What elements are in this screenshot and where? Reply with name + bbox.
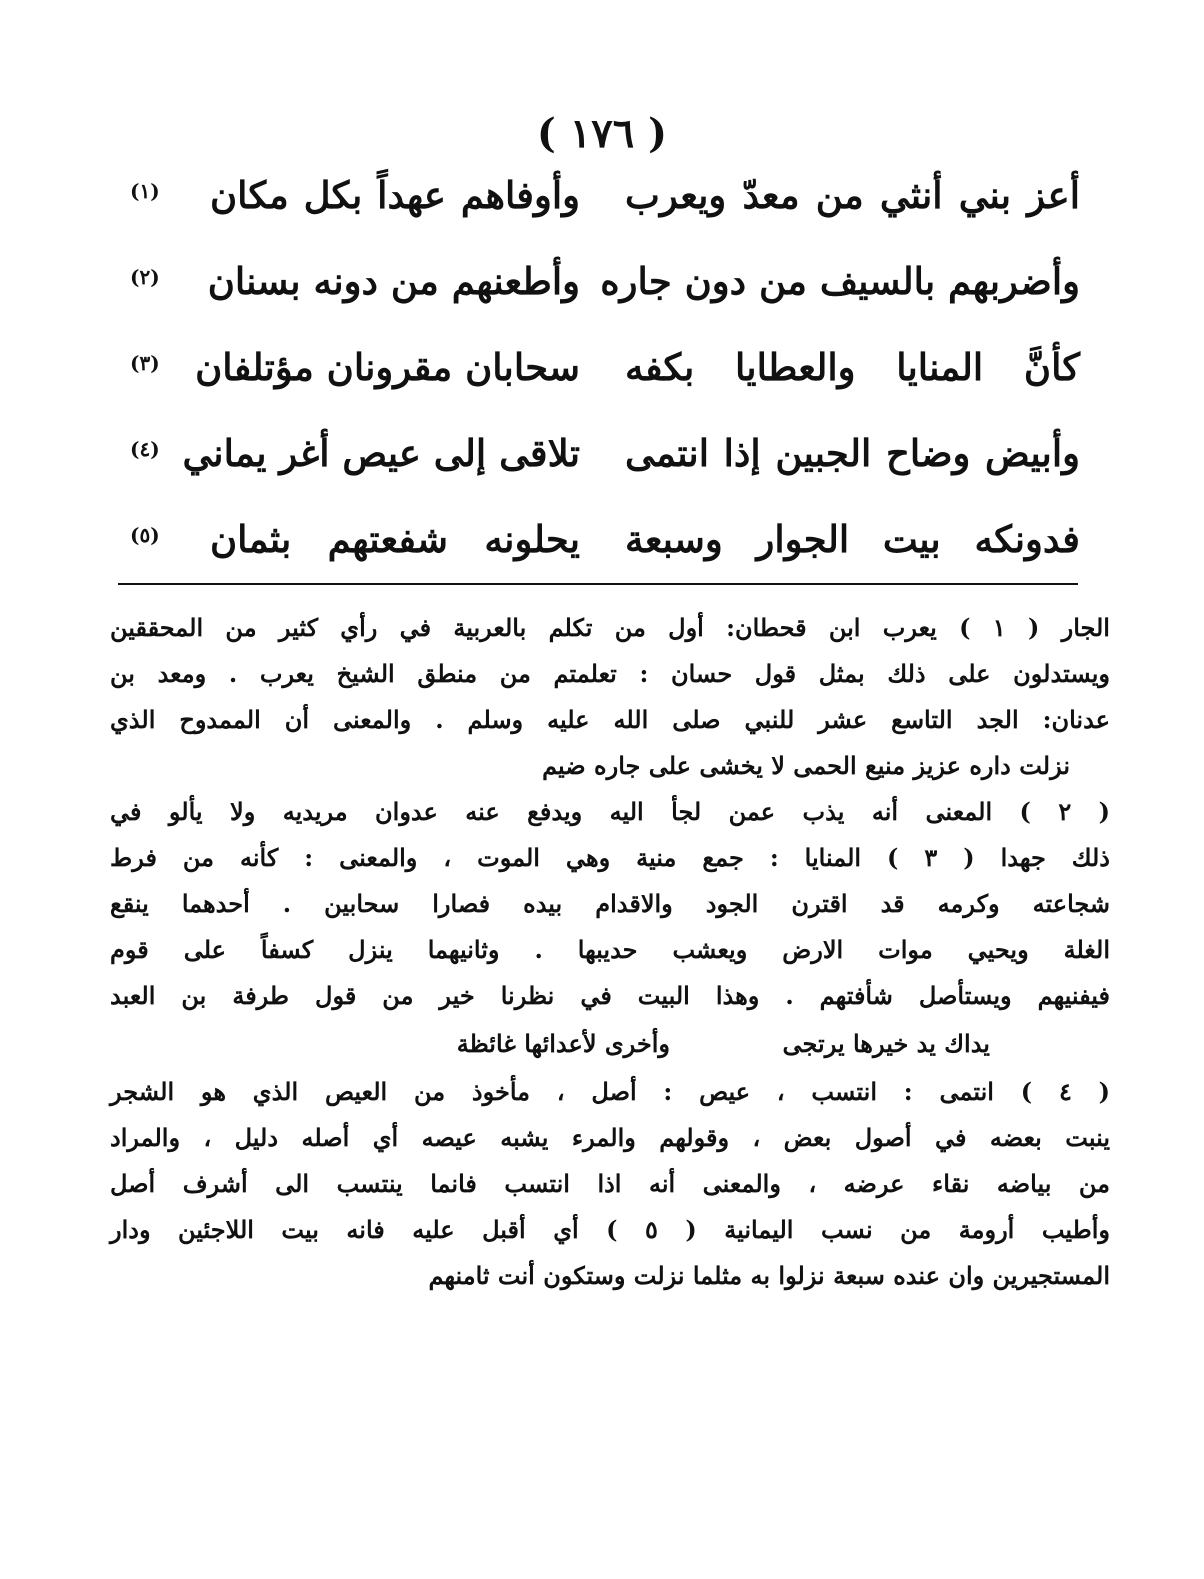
note-line: ( ٢ ) المعنى أنه يذب عمن لجأ اليه ويدفع عنه عدوان مريديه ولا يألو في — [110, 797, 1110, 826]
verse-5-footnote-number: (٥) — [130, 523, 160, 547]
verse-2 — [120, 251, 1080, 337]
verse-3 — [120, 337, 1080, 423]
tarafa-verse — [110, 1019, 1110, 1069]
verse-3-footnote-number: (٣) — [130, 351, 160, 375]
verse-2-footnote-number: (٢) — [130, 265, 160, 289]
note-line: وأطيب أرومة من نسب اليمانية ( ٥ ) أي أقبل عليه فانه بيت اللاجئين ودار — [110, 1215, 1110, 1244]
verse-5-first-hemistich: فدونكه بيت الجوار وسبعة — [625, 517, 1080, 561]
note-line: عدنان: الجد التاسع عشر للنبي صلى الله عليه وسلم . والمعنى أن الممدوح الذي — [110, 705, 1110, 734]
verse-2-first-hemistich: وأضربهم بالسيف من دون جاره — [600, 259, 1080, 303]
note-line: فيفنيهم ويستأصل شأفتهم . وهذا البيت في نظرنا خير من قول طرفة بن العبد — [110, 981, 1111, 1010]
verse-3-first-hemistich: كأنَّ المنايا والعطايا بكفه — [625, 345, 1080, 389]
note-line: المستجيرين وان عنده سبعة نزلوا به مثلما نزلت وستكون أنت ثامنهم — [428, 1261, 1110, 1290]
verse-4 — [120, 423, 1080, 509]
note-line: شجاعته وكرمه قد اقترن الجود والاقدام بيده فصارا سحابين . أحدهما ينقع — [110, 889, 1110, 918]
note-line: الغلة ويحيي موات الارض ويعشب حديبها . وثانيهما ينزل كسفاً على قوم — [110, 935, 1110, 964]
verse-1-second-hemistich: وأوفاهم عهداً بكل مكان — [210, 173, 580, 217]
tarafa-verse-first-hemistich: يداك يد خيرها يرتجى — [782, 1029, 990, 1058]
poem — [120, 165, 1080, 595]
verse-2-second-hemistich: وأطعنهم من دونه بسنان — [207, 259, 580, 303]
verse-4-second-hemistich: تلاقى إلى عيص أغر يماني — [182, 431, 580, 475]
note-line: ينبت بعضه في أصول بعض ، وقولهم والمرء يشبه عيصه أي أصله دليل ، والمراد — [110, 1123, 1110, 1152]
note-line: من بياضه نقاء عرضه ، والمعنى أنه اذا انتسب فانما ينتسب الى أشرف أصل — [110, 1169, 1110, 1198]
footnotes — [110, 605, 1110, 1299]
footnote-divider — [118, 583, 1078, 585]
verse-5-second-hemistich: يحلونه شفعتهم بثمان — [210, 517, 580, 561]
verse-3-second-hemistich: سحابان مقرونان مؤتلفان — [195, 345, 580, 389]
verse-4-footnote-number: (٤) — [130, 437, 160, 461]
verse-1 — [120, 165, 1080, 251]
verse-4-first-hemistich: وأبيض وضاح الجبين إذا انتمى — [625, 431, 1080, 475]
verse-1-footnote-number: (١) — [130, 179, 160, 203]
page-number: ( ١٧٦ ) — [536, 110, 668, 157]
note-line: نزلت داره عزيز منيع الحمى لا يخشى على جاره ضيم — [542, 751, 1070, 780]
note-line: ويستدلون على ذلك بمثل قول حسان : تعلمتم من منطق الشيخ يعرب . ومعد بن — [110, 659, 1111, 688]
tarafa-verse-second-hemistich: وأخرى لأعدائها غائظة — [456, 1029, 670, 1058]
note-line: ( ٤ ) انتمى : انتسب ، عيص : أصل ، مأخوذ من العيص الذي هو الشجر — [110, 1077, 1110, 1106]
note-line: الجار ( ١ ) يعرب ابن قحطان: أول من تكلم بالعربية في رأي كثير من المحققين — [110, 613, 1110, 642]
note-line: ذلك جهدا ( ٣ ) المنايا : جمع منية وهي الموت ، والمعنى : كأنه من فرط — [110, 843, 1110, 872]
verse-1-first-hemistich: أعز بني أنثي من معدّ ويعرب — [625, 173, 1080, 217]
